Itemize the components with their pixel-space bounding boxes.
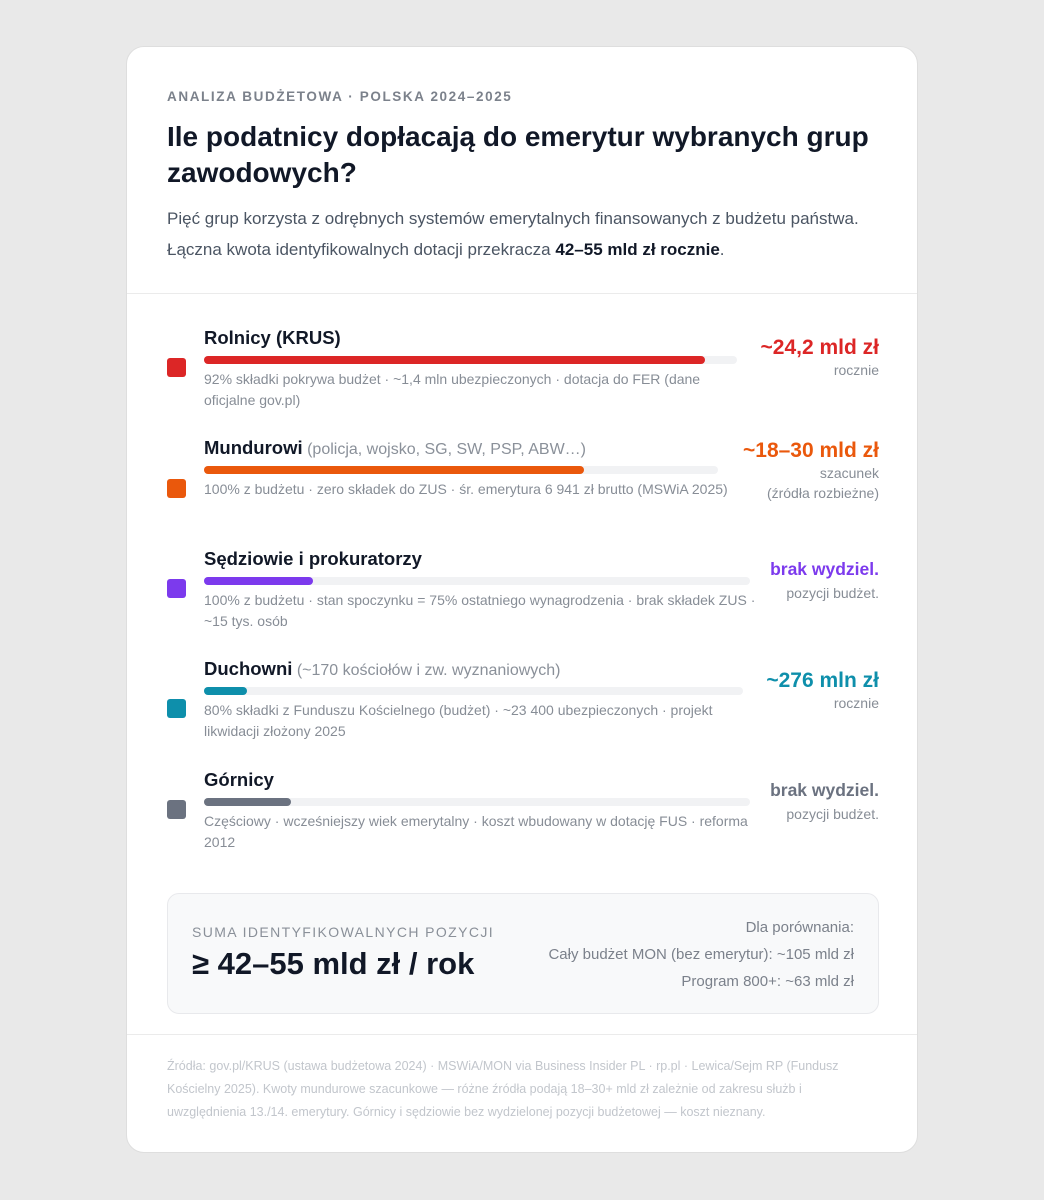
series-name: Rolnicy (KRUS) [204, 327, 341, 348]
bar-duchowni [204, 687, 247, 695]
legend-swatch [167, 699, 186, 718]
bar-rolnicy-krus [204, 356, 705, 364]
legend-swatch [167, 479, 186, 498]
series-name: Górnicy [204, 769, 274, 790]
data-label: brak wydziel. [770, 559, 879, 579]
series-label [204, 548, 422, 570]
chart-row-rolnicy-krus [167, 327, 879, 427]
legend-swatch [167, 579, 186, 598]
series-qualifier: (~170 kościołów i zw. wyznaniowych) [292, 662, 561, 679]
summary-box [167, 893, 879, 1014]
chart-row-duchowni [167, 658, 879, 758]
footer-divider [127, 1034, 917, 1035]
bar-track [204, 798, 750, 806]
bar-mundurowi [204, 466, 584, 474]
series-description: Częściowy · wcześniejszy wiek emerytalny · koszt wbudowany w dotację FUS · reforma 2012 [204, 813, 748, 850]
data-label: ~276 mln zł [766, 669, 879, 692]
series-name: Mundurowi [204, 437, 303, 458]
data-label: ~18–30 mld zł [743, 439, 879, 462]
bar-track [204, 577, 750, 585]
data-label-note: rocznie [833, 695, 879, 711]
series-label [204, 769, 274, 791]
infographic-card [126, 46, 918, 1153]
compare-mon: Cały budżet MON (bez emerytur): ~105 mld zł [548, 946, 854, 963]
eyebrow: ANALIZA BUDŻETOWA · POLSKA 2024–2025 [167, 89, 513, 104]
series-description: 100% z budżetu · zero składek do ZUS · śr. emerytura 6 941 zł brutto (MSWiA 2025) [204, 481, 728, 497]
series-qualifier: (policja, wojsko, SG, SW, PSP, ABW…) [302, 441, 586, 458]
page-title: Ile podatnicy dopłacają do emerytur wybranych grup zawodowych? [167, 121, 869, 188]
header-divider [127, 293, 917, 294]
bar-track [204, 466, 718, 474]
compare-800plus: Program 800+: ~63 mld zł [681, 973, 854, 990]
subtitle [167, 203, 879, 265]
series-description: 80% składki z Funduszu Kościelnego (budżet) · ~23 400 ubezpieczonych · projekt likwidacji złożony 2025 [204, 702, 713, 739]
data-label-note: pozycji budżet. [786, 585, 879, 601]
series-label [204, 327, 341, 349]
subtitle-end: . [719, 240, 725, 259]
bar-track [204, 687, 743, 695]
bar-track [204, 356, 737, 364]
chart-row-mundurowi [167, 437, 879, 537]
summary-value: ≥ 42–55 mld zł / rok [192, 946, 475, 981]
series-description: 100% z budżetu · stan spoczynku = 75% ostatniego wynagrodzenia · brak składek ZUS · ~15 tys. osób [204, 592, 756, 629]
compare-title: Dla porównania: [745, 919, 854, 936]
chart-row-sedziowie-i-prokuratorzy [167, 548, 879, 648]
legend-swatch [167, 800, 186, 819]
series-description: 92% składki pokrywa budżet · ~1,4 mln ubezpieczonych · dotacja do FER (dane oficjalne gov.pl) [204, 371, 701, 408]
series-label [204, 658, 561, 680]
subtitle-text: Pięć grup korzysta z odrębnych systemów emerytalnych finansowanych z budżetu państwa. Łączna kwota identyfikowalnych dotacji przekracza [167, 209, 859, 259]
summary-label: SUMA IDENTYFIKOWALNYCH POZYCJI [192, 924, 495, 940]
subtitle-highlight: 42–55 mld zł rocznie [555, 240, 720, 259]
data-label-note: rocznie [833, 362, 879, 378]
legend-swatch [167, 358, 186, 377]
bar-sedziowie-i-prokuratorzy [204, 577, 313, 585]
chart-row-gornicy [167, 769, 879, 869]
series-label [204, 437, 586, 459]
series-name: Sędziowie i prokuratorzy [204, 548, 422, 569]
bar-gornicy [204, 798, 291, 806]
footer-sources: Źródła: gov.pl/KRUS (ustawa budżetowa 2024) · MSWiA/MON via Business Insider PL · rp.pl · Lewica/Sejm RP (Fundusz Kościelny 2025). Kwoty mundurowe szacunkowe — różne źródła podają 18–30+ mld zł zależnie od zakresu służb i uwzględnienia 13./14. emerytury. Górnicy i sędziowie bez wydzielonej pozycji budżetowej — koszt nieznany. [167, 1059, 839, 1119]
series-name: Duchowni [204, 658, 293, 679]
data-label: brak wydziel. [770, 780, 879, 800]
data-label: ~24,2 mld zł [760, 336, 879, 359]
data-label-note: szacunek (źródła rozbieżne) [766, 465, 879, 501]
data-label-note: pozycji budżet. [786, 806, 879, 822]
